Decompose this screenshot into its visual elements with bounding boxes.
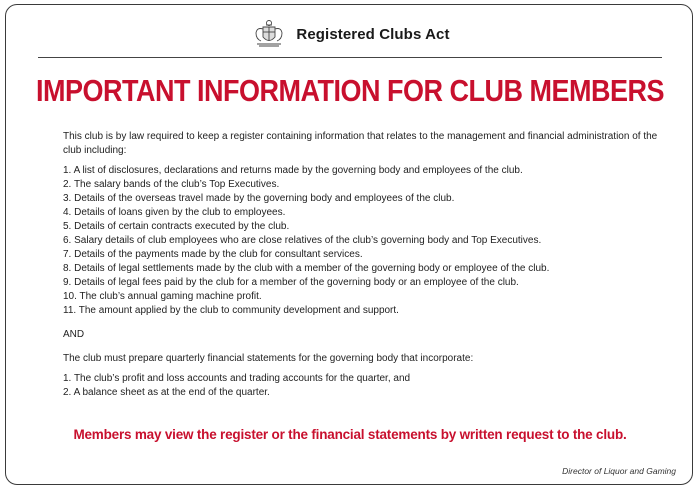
list-item: 1. A list of disclosures, declarations and returns made by the governing body and employees of the club. <box>63 165 523 176</box>
header <box>0 14 700 54</box>
list-item: 6. Salary details of club employees who are close relatives of the club’s governing body and Top Executives. <box>63 235 542 246</box>
list-item: 4. Details of loans given by the club to employees. <box>63 207 286 218</box>
intro-paragraph: This club is by law required to keep a register containing information that relates to the management and financial administration of the club including: <box>63 131 658 156</box>
quarterly-list <box>63 372 663 400</box>
and-separator: AND <box>63 329 85 340</box>
signature: Director of Liquor and Gaming <box>562 466 676 476</box>
list-item: 10. The club’s annual gaming machine profit. <box>63 291 262 302</box>
act-title: Registered Clubs Act <box>296 25 450 43</box>
header-divider <box>38 57 662 58</box>
list-item: 11. The amount applied by the club to community development and support. <box>63 305 399 316</box>
register-list <box>63 164 663 318</box>
list-item: 3. Details of the overseas travel made by the governing body and employees of the club. <box>63 193 455 204</box>
list-item: 2. The salary bands of the club’s Top Executives. <box>63 179 280 190</box>
list-item: 8. Details of legal settlements made by the club with a member of the governing body or employee of the club. <box>63 263 550 274</box>
list-item: 1. The club’s profit and loss accounts and trading accounts for the quarter, and <box>63 373 411 384</box>
list-item: 7. Details of the payments made by the club for consultant services. <box>63 249 363 260</box>
list-item: 2. A balance sheet as at the end of the quarter. <box>63 387 270 398</box>
coat-of-arms-icon <box>250 17 288 51</box>
quarterly-intro: The club must prepare quarterly financial statements for the governing body that incorporate: <box>63 353 474 364</box>
footer-notice: Members may view the register or the financial statements by written request to the club. <box>73 427 627 442</box>
list-item: 5. Details of certain contracts executed by the club. <box>63 221 290 232</box>
list-item: 9. Details of legal fees paid by the club for a member of the governing body or an employee of the club. <box>63 277 519 288</box>
page-title: IMPORTANT INFORMATION FOR CLUB MEMBERS <box>36 74 664 108</box>
body-content <box>63 130 663 400</box>
